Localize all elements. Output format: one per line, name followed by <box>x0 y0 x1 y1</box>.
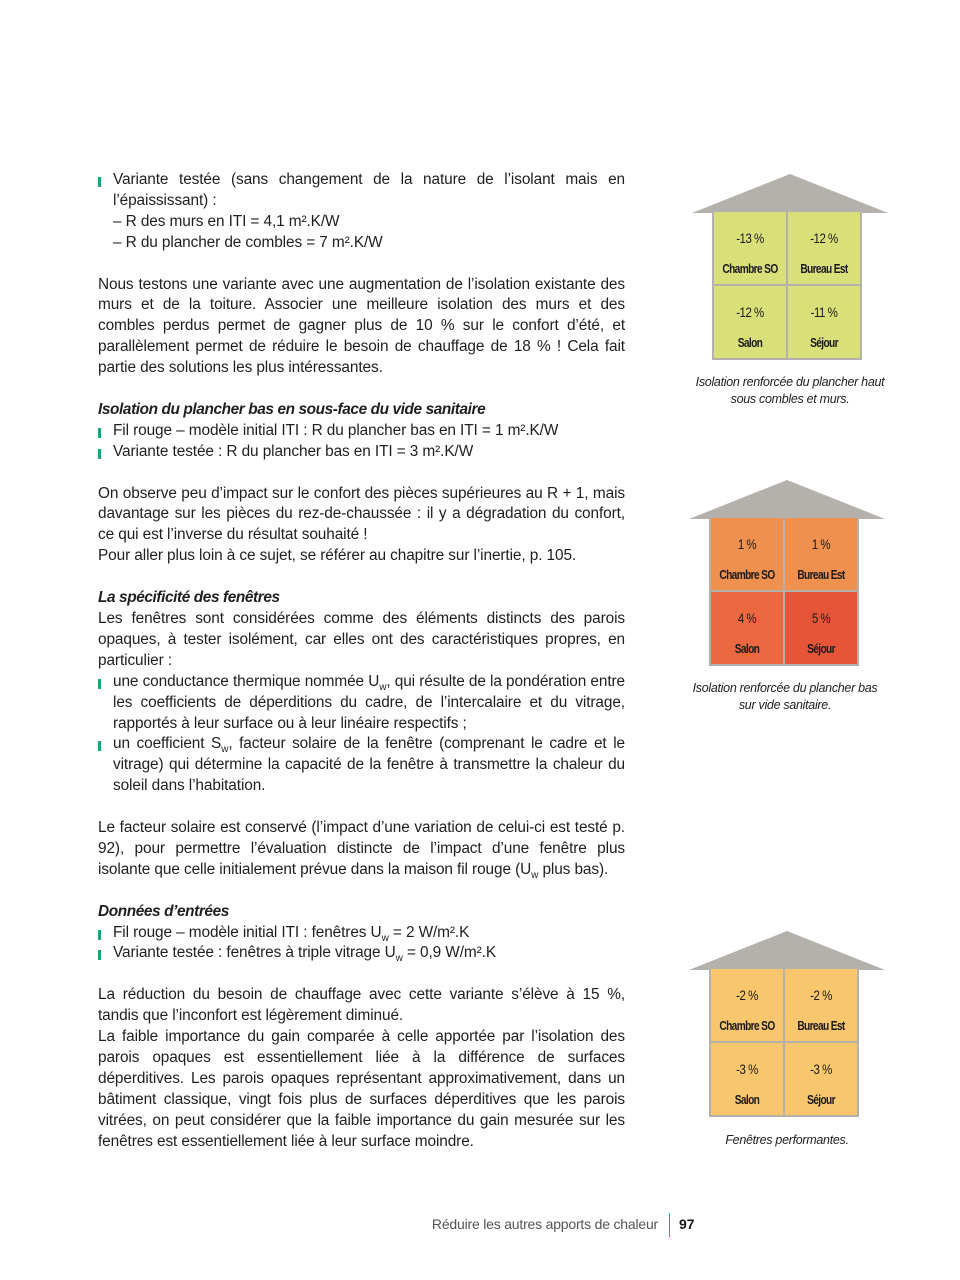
bullet-lower-floor-initial: Fil rouge – modèle initial ITI : R du plancher bas en ITI = 1 m².K/W <box>98 421 625 442</box>
room-sejour: 5 % Séjour <box>785 592 857 664</box>
room-grid <box>709 516 859 666</box>
roof-icon <box>692 174 888 214</box>
heading-windows: La spécificité des fenêtres <box>98 589 280 607</box>
paragraph-inertia-reference: Pour aller plus loin à ce sujet, se référer au chapitre sur l’inertie, p. 105. <box>98 547 577 565</box>
house-diagram-lower-floor <box>689 480 885 676</box>
dash-item-attic: – R du plancher de combles = 7 m².K/W <box>113 233 383 251</box>
room-salon: -12 % Salon <box>714 286 786 358</box>
house-diagram-roof-walls <box>692 174 888 370</box>
paragraph-solar-factor: Le facteur solaire est conservé (l’impact d’une variation de celui-ci est testé p. 92), pour permettre l’évaluation distincte de l’impact d’une fenêtre plus isolante que celle initialement prévue dans la maison fil rouge ($U_w$ plus bas). <box>98 819 625 881</box>
main-text-column <box>98 170 625 1152</box>
house-diagram-windows <box>689 931 885 1127</box>
heading-input-data: Données d’entrées <box>98 902 229 920</box>
bullet-windows-initial: Fil rouge – modèle initial ITI : fenêtres $U_w = 2$ W/m².K <box>98 923 625 944</box>
caption-house-lower-floor: Isolation renforcée du plancher bas sur vide sanitaire. <box>692 681 878 712</box>
paragraph-heating-reduction: La réduction du besoin de chauffage avec cette variante s’élève à 15 %, tandis que l’inconfort est légèrement diminué. <box>98 986 625 1025</box>
paragraph-insulation-variant: Nous testons une variante avec une augmentation de l’isolation existante des murs et de la toiture. Associer une meilleure isolation des murs et des combles perdus permet de gagner plus de 10 % sur le confort d’été, et parallèlement permet de réduire le besoin de chauffage de 18 % ! Cela fait partie des solutions les plus intéressantes. <box>98 275 625 377</box>
page-number: 97 <box>679 1216 695 1232</box>
bullet-solar-factor: un coefficient $S_w$, facteur solaire de la fenêtre (comprenant le cadre et le vitrage) qui détermine la capacité de la fenêtre à transmettre la chaleur du soleil dans l’habitation. <box>98 734 625 797</box>
bullet-windows-variant: Variante testée : fenêtres à triple vitrage $U_w = 0,9$ W/m².K <box>98 943 625 964</box>
paragraph-windows-intro: Les fenêtres sont considérées comme des éléments distincts des parois opaques, à tester isolément, car elles ont des caractéristiques propres, en particulier : <box>98 609 625 669</box>
room-sejour: -3 % Séjour <box>785 1043 857 1115</box>
room-grid <box>709 967 859 1117</box>
bullet-lower-floor-variant: Variante testée : R du plancher bas en ITI = 3 m².K/W <box>98 442 625 463</box>
heading-lower-floor: Isolation du plancher bas en sous-face du vide sanitaire <box>98 400 486 418</box>
room-bureau-est: -2 % Bureau Est <box>785 969 857 1041</box>
roof-icon <box>689 480 885 520</box>
room-chambre-so: 1 % Chambre SO <box>711 518 783 590</box>
footer-separator <box>669 1213 670 1237</box>
room-chambre-so: -2 % Chambre SO <box>711 969 783 1041</box>
room-salon: 4 % Salon <box>711 592 783 664</box>
room-grid <box>712 210 862 360</box>
roof-icon <box>689 931 885 971</box>
caption-house-roof-walls: Isolation renforcée du plancher haut sous combles et murs. <box>695 375 885 406</box>
paragraph-lower-floor-impact: On observe peu d’impact sur le confort des pièces supérieures au R + 1, mais davantage sur les pièces du rez-de-chaussée : il y a dégradation du confort, ce qui est l’inverse du résultat souhaité ! <box>98 484 625 544</box>
caption-house-windows: Fenêtres performantes. <box>725 1133 849 1147</box>
paragraph-surface-explanation: La faible importance du gain comparée à celle apportée par l’isolation des parois opaques est essentiellement liée à la différence de surfaces déperditives. Les parois opaques représentant approximativement, dans un bâtiment classique, vingt fois plus de surfaces déperditives que les parois vitrées, on peut considérer que la faible importance du gain mesurée sur les fenêtres est essentiellement liée à leur surface moindre. <box>98 1028 625 1150</box>
room-bureau-est: 1 % Bureau Est <box>785 518 857 590</box>
room-salon: -3 % Salon <box>711 1043 783 1115</box>
room-chambre-so: -13 % Chambre SO <box>714 212 786 284</box>
page-footer <box>0 1213 960 1237</box>
room-bureau-est: -12 % Bureau Est <box>788 212 860 284</box>
bullet-variant-tested: Variante testée (sans changement de la nature de l’isolant mais en l’épaississant) : <box>98 170 625 212</box>
room-sejour: -11 % Séjour <box>788 286 860 358</box>
dash-item-walls: – R des murs en ITI = 4,1 m².K/W <box>113 212 340 230</box>
bullet-conductance: une conductance thermique nommée $U_w$, qui résulte de la pondération entre les coefficients de déperditions du cadre, de l’intercalaire et du vitrage, rapportés à leur surface ou à leur linéaire respectifs ; <box>98 672 625 735</box>
running-title: Réduire les autres apports de chaleur <box>431 1216 658 1232</box>
